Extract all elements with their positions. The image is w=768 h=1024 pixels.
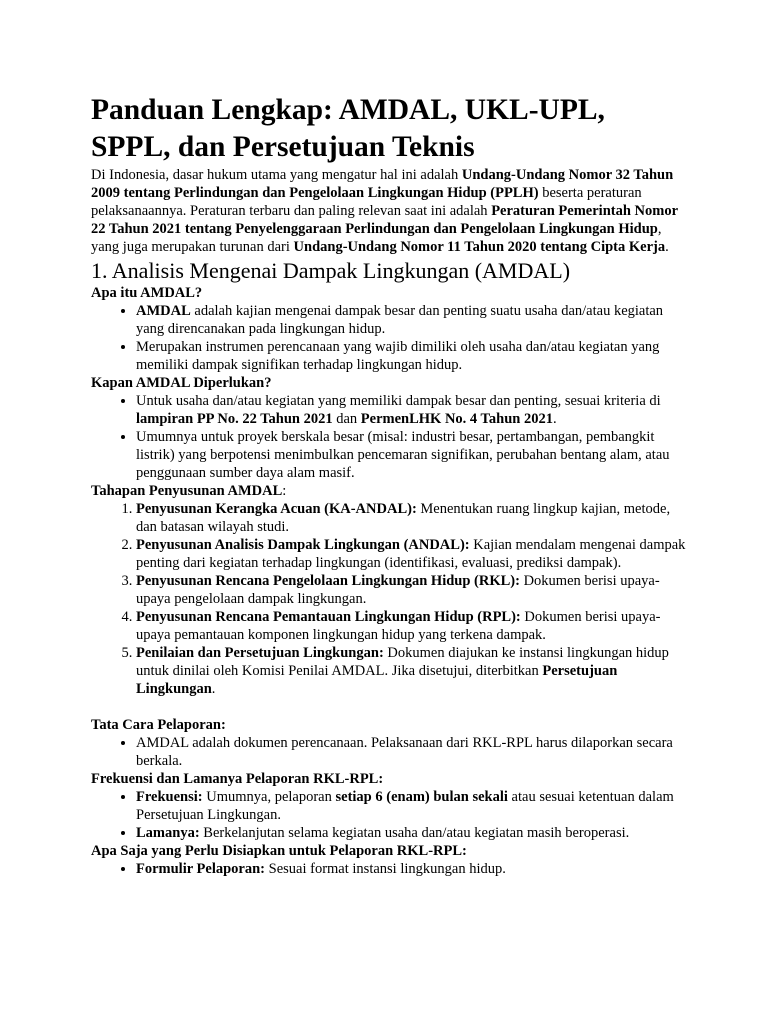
subheading-kapan-amdal: Kapan AMDAL Diperlukan? xyxy=(91,375,272,391)
item-text: Menentukan ruang lingkup kajian, metode, dan batasan wilayah studi. xyxy=(136,501,671,535)
item-bold: Lamanya: xyxy=(136,825,200,841)
list-item xyxy=(136,302,686,338)
list-item: • Umumnya untuk proyek berskala besar (misal: industri besar, pertambangan, pembangkit listrik) yang berpotensi menimbulkan pencemaran signifikan, perubahan bentang alam, atau penggunaan sumber daya alam masif. xyxy=(136,428,686,482)
item-bold: lampiran PP No. 22 Tahun 2021 xyxy=(136,411,333,427)
list-tahapan-amdal xyxy=(91,500,686,698)
item-text: Umumnya, pelaporan xyxy=(202,789,336,805)
list-tata-cara-pelaporan xyxy=(91,734,686,770)
item-text: . xyxy=(211,681,216,697)
intro-paragraph xyxy=(91,166,686,256)
list-item xyxy=(136,788,686,824)
item-text: atau sesuai ketentuan dalam Persetujuan Lingkungan. xyxy=(136,789,674,823)
section-heading-amdal: 1. Analisis Mengenai Dampak Lingkungan (AMDAL) xyxy=(91,258,571,283)
item-bold: Penyusunan Analisis Dampak Lingkungan (ANDAL): xyxy=(136,537,470,553)
subheading-text: Tahapan Penyusunan AMDAL xyxy=(91,483,283,499)
list-item: • AMDAL adalah dokumen perencanaan. Pelaksanaan dari RKL-RPL harus dilaporkan secara berkala. xyxy=(136,734,686,770)
list-item: • Merupakan instrumen perencanaan yang wajib dimiliki oleh usaha dan/atau kegiatan yang memiliki dampak signifikan terhadap lingkungan hidup. xyxy=(136,338,686,374)
list-item xyxy=(136,500,686,536)
intro-text-3: , yang juga merupakan turunan dari xyxy=(91,221,662,255)
list-item xyxy=(136,608,686,644)
item-bold: Penyusunan Rencana Pengelolaan Lingkungan Hidup (RKL): xyxy=(136,573,520,589)
item-text: Dokumen berisi upaya-upaya pemantauan komponen lingkungan hidup yang terkena dampak. xyxy=(136,609,661,643)
item-text: Untuk usaha dan/atau kegiatan yang memiliki dampak besar dan penting, sesuai kriteria di xyxy=(136,393,661,409)
item-text: Kajian mendalam mengenai dampak penting dari kegiatan terhadap lingkungan (identifikasi, evaluasi, prediksi dampak). xyxy=(136,537,686,571)
item-bold: Formulir Pelaporan: xyxy=(136,861,266,877)
list-item xyxy=(136,572,686,608)
item-text: Sesuai format instansi lingkungan hidup. xyxy=(265,861,506,877)
item-text: . xyxy=(552,411,557,427)
item-text: adalah kajian mengenai dampak besar dan penting suatu usaha dan/atau kegiatan yang direncanakan pada lingkungan hidup. xyxy=(136,303,664,337)
subheading-persiapan-pelaporan: Apa Saja yang Perlu Disiapkan untuk Pelaporan RKL-RPL: xyxy=(91,843,467,859)
item-bold: Penyusunan Rencana Pemantauan Lingkungan Hidup (RPL): xyxy=(136,609,521,625)
item-bold: setiap 6 (enam) bulan sekali xyxy=(335,789,508,805)
item-text: Berkelanjutan selama kegiatan usaha dan/atau kegiatan masih beroperasi. xyxy=(199,825,630,841)
list-item xyxy=(136,824,686,842)
item-bold: Frekuensi: xyxy=(136,789,203,805)
item-bold: Penilaian dan Persetujuan Lingkungan: xyxy=(136,645,384,661)
list-item xyxy=(136,860,686,878)
item-bold: Penyusunan Kerangka Acuan (KA-ANDAL): xyxy=(136,501,417,517)
subheading-tahapan-amdal xyxy=(91,482,686,500)
item-text: Dokumen diajukan ke instansi lingkungan hidup untuk dinilai oleh Komisi Penilai AMDAL. Jika disetujui, diterbitkan xyxy=(136,645,669,679)
intro-text-4: . xyxy=(665,239,669,255)
subheading-apa-itu-amdal: Apa itu AMDAL? xyxy=(91,285,203,301)
intro-pp-22-2021: Peraturan Pemerintah Nomor 22 Tahun 2021 tentang Penyelenggaraan Perlindungan dan Pengelolaan Lingkungan Hidup xyxy=(91,203,678,237)
intro-text-1: Di Indonesia, dasar hukum utama yang mengatur hal ini adalah xyxy=(91,167,462,183)
document-title: Panduan Lengkap: AMDAL, UKL-UPL, SPPL, dan Persetujuan Teknis xyxy=(91,94,605,163)
list-item xyxy=(136,536,686,572)
list-frekuensi-pelaporan xyxy=(91,788,686,842)
intro-uu-32-2009: Undang-Undang Nomor 32 Tahun 2009 tentang Perlindungan dan Pengelolaan Lingkungan Hidup (PPLH) xyxy=(91,167,674,201)
item-text: Dokumen berisi upaya-upaya pengelolaan dampak lingkungan. xyxy=(136,573,660,607)
item-bold: AMDAL xyxy=(136,303,191,319)
list-persiapan-pelaporan xyxy=(91,860,686,878)
list-kapan-amdal xyxy=(91,392,686,482)
paragraph-spacer xyxy=(91,698,686,716)
item-bold: Persetujuan Lingkungan xyxy=(136,663,618,697)
subheading-colon: : xyxy=(282,483,287,499)
subheading-tata-cara-pelaporan: Tata Cara Pelaporan: xyxy=(91,717,226,733)
subheading-frekuensi-pelaporan: Frekuensi dan Lamanya Pelaporan RKL-RPL: xyxy=(91,771,384,787)
list-apa-itu-amdal xyxy=(91,302,686,374)
intro-text-2: beserta peraturan pelaksanaannya. Peraturan terbaru dan paling relevan saat ini adalah xyxy=(91,185,642,219)
intro-uu-11-2020: Undang-Undang Nomor 11 Tahun 2020 tentang Cipta Kerja xyxy=(293,239,666,255)
list-item xyxy=(136,392,686,428)
item-text: dan xyxy=(332,411,361,427)
item-bold: PermenLHK No. 4 Tahun 2021 xyxy=(360,411,553,427)
list-item xyxy=(136,644,686,698)
